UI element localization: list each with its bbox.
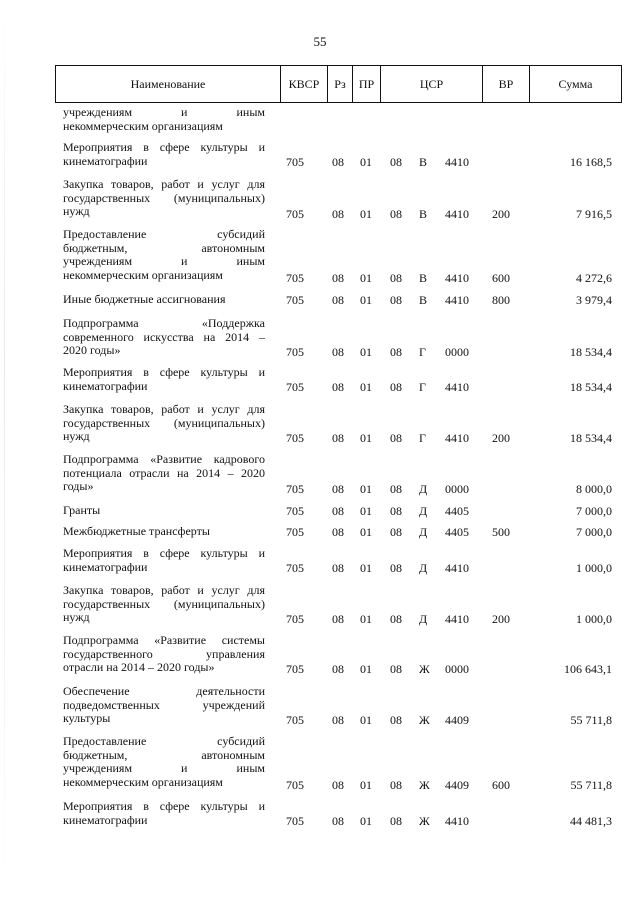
row-name-line: годы»: [63, 479, 94, 493]
cell-rz: 08: [332, 713, 344, 727]
cell-pr: 01: [360, 271, 372, 285]
cell-sum: 1 000,0: [576, 612, 612, 626]
cell-rz: 08: [332, 271, 344, 285]
row-name-line: культуры: [63, 711, 111, 725]
cell-csr3: 4410: [445, 561, 469, 575]
cell-kvsr: 705: [286, 525, 304, 539]
row-values: [0, 774, 640, 792]
cell-kvsr: 705: [286, 482, 304, 496]
cell-kvsr: 705: [286, 662, 304, 676]
row-name-line: Предоставление субсидий: [63, 734, 265, 748]
cell-sum: 1 000,0: [576, 561, 612, 575]
cell-rz: 08: [332, 431, 344, 445]
cell-csr2: Г: [419, 380, 426, 394]
cell-rz: 08: [332, 662, 344, 676]
cell-rz: 08: [332, 207, 344, 221]
cell-sum: 7 000,0: [576, 525, 612, 539]
cell-rz: 08: [332, 814, 344, 828]
cell-rz: 08: [332, 380, 344, 394]
row-name-line: нужд: [63, 204, 90, 218]
cell-pr: 01: [360, 155, 372, 169]
header-pr: ПР: [352, 66, 380, 102]
row-name-line: Предоставление субсидий: [63, 227, 265, 241]
cell-sum: 7 916,5: [576, 207, 612, 221]
row-name-line: нужд: [63, 429, 90, 443]
cell-csr1: 08: [390, 207, 402, 221]
cell-vr: 600: [492, 271, 510, 285]
cell-pr: 01: [360, 207, 372, 221]
header-sum: Сумма: [529, 66, 621, 102]
row-name-line: некоммерческим организациям: [63, 774, 223, 789]
cell-csr2: Ж: [419, 713, 430, 727]
row-name-line: потенциала отрасли на 2014 – 2020: [63, 465, 265, 480]
cell-sum: 4 272,6: [576, 271, 612, 285]
cell-kvsr: 705: [286, 380, 304, 394]
cell-csr3: 4405: [445, 525, 469, 539]
header-name: Наименование: [130, 77, 206, 91]
cell-sum: 18 534,4: [570, 345, 612, 359]
row-name-line: Закупка товаров, работ и услуг для: [63, 402, 265, 416]
cell-kvsr: 705: [286, 814, 304, 828]
cell-csr1: 08: [390, 293, 402, 307]
cell-pr: 01: [360, 482, 372, 496]
cell-csr3: 4410: [445, 612, 469, 626]
cell-rz: 08: [332, 293, 344, 307]
cell-rz: 08: [332, 561, 344, 575]
table-header: [55, 65, 622, 103]
cell-csr3: 4410: [445, 155, 469, 169]
cell-csr1: 08: [390, 612, 402, 626]
row-values: [0, 345, 640, 359]
row-name-line: некоммерческим организациям: [63, 118, 223, 133]
row-values: [0, 504, 640, 518]
cell-csr2: Д: [419, 504, 428, 518]
row-name-line: государственного управления: [63, 646, 265, 661]
cell-csr2: Д: [419, 561, 428, 575]
cell-csr3: 4410: [445, 431, 469, 445]
cell-sum: 44 481,3: [570, 814, 612, 828]
row-values: [0, 155, 640, 169]
row-name-line: отрасли на 2014 – 2020 годы»: [63, 660, 215, 674]
cell-csr2: В: [419, 271, 428, 285]
cell-kvsr: 705: [286, 155, 304, 169]
row-name-line: некоммерческим организациям: [63, 267, 223, 282]
cell-pr: 01: [360, 814, 372, 828]
cell-csr1: 08: [390, 778, 402, 792]
cell-kvsr: 705: [286, 345, 304, 359]
cell-pr: 01: [360, 431, 372, 445]
cell-rz: 08: [332, 525, 344, 539]
cell-csr1: 08: [390, 814, 402, 828]
row-name-line: государственных (муниципальных): [63, 596, 265, 611]
row-name-line: Закупка товаров, работ и услуг для: [63, 177, 265, 191]
cell-pr: 01: [360, 612, 372, 626]
cell-csr3: 4410: [445, 271, 469, 285]
row-name-line: Обеспечение деятельности: [63, 684, 265, 698]
cell-csr3: 4410: [445, 380, 469, 394]
row-values: [0, 525, 640, 539]
cell-csr1: 08: [390, 504, 402, 518]
cell-csr3: 4410: [445, 293, 469, 307]
cell-rz: 08: [332, 612, 344, 626]
cell-vr: 200: [492, 612, 510, 626]
cell-sum: 18 534,4: [570, 431, 612, 445]
row-name-line: Мероприятия в сфере культуры и: [63, 799, 265, 813]
cell-csr1: 08: [390, 271, 402, 285]
row-values: [0, 431, 640, 445]
row-name-line: Мероприятия в сфере культуры и: [63, 140, 265, 154]
header-rz: Рз: [327, 66, 352, 102]
cell-csr2: Д: [419, 525, 428, 539]
cell-csr3: 0000: [445, 662, 469, 676]
cell-csr2: Г: [419, 431, 426, 445]
header-vr: ВР: [482, 66, 529, 102]
row-name-line: подведомственных учреждений: [63, 697, 265, 712]
row-name-line: бюджетным, автономным: [63, 240, 265, 255]
row-name-line: Гранты: [63, 503, 101, 517]
cell-csr1: 08: [390, 525, 402, 539]
cell-rz: 08: [332, 778, 344, 792]
cell-csr2: В: [419, 293, 428, 307]
cell-kvsr: 705: [286, 612, 304, 626]
cell-csr3: 0000: [445, 482, 469, 496]
row-values: [0, 713, 640, 727]
cell-pr: 01: [360, 525, 372, 539]
cell-sum: 106 643,1: [564, 662, 612, 676]
row-values: [0, 267, 640, 285]
row-name-line: Закупка товаров, работ и услуг для: [63, 583, 265, 597]
cell-csr2: Ж: [419, 814, 430, 828]
header-kvsr: КВСР: [280, 66, 327, 102]
cell-csr3: 4410: [445, 207, 469, 221]
cell-csr3: 0000: [445, 345, 469, 359]
row-name: [63, 106, 265, 133]
cell-pr: 01: [360, 293, 372, 307]
header-csr: ЦСР: [380, 66, 482, 102]
row-values: [0, 479, 640, 496]
row-name-line: учреждениям и иным: [63, 254, 265, 268]
row-name-line: кинематографии: [63, 378, 148, 393]
cell-kvsr: 705: [286, 207, 304, 221]
cell-rz: 08: [332, 482, 344, 496]
row-name-line: Подпрограмма «Поддержка: [63, 316, 265, 330]
cell-pr: 01: [360, 778, 372, 792]
row-name-line: Межбюджетные трансферты: [63, 524, 210, 538]
row-name-line: государственных (муниципальных): [63, 190, 265, 205]
row-values: [0, 662, 640, 676]
cell-pr: 01: [360, 345, 372, 359]
row-values: [0, 561, 640, 575]
cell-sum: 8 000,0: [576, 482, 612, 496]
cell-pr: 01: [360, 561, 372, 575]
row-name-line: Мероприятия в сфере культуры и: [63, 365, 265, 379]
scan-margin-shadow: [4, 0, 5, 905]
row-name-line: кинематографии: [63, 812, 148, 827]
row-name-line: кинематографии: [63, 153, 148, 168]
cell-csr2: Д: [419, 612, 428, 626]
cell-vr: 600: [492, 778, 510, 792]
cell-pr: 01: [360, 662, 372, 676]
cell-csr1: 08: [390, 380, 402, 394]
cell-sum: 55 711,8: [570, 778, 612, 792]
cell-vr: 500: [492, 525, 510, 539]
cell-kvsr: 705: [286, 561, 304, 575]
cell-pr: 01: [360, 380, 372, 394]
row-name-line: бюджетным, автономным: [63, 747, 265, 762]
cell-kvsr: 705: [286, 504, 304, 518]
cell-csr3: 4405: [445, 504, 469, 518]
cell-csr2: В: [419, 207, 428, 221]
row-values: [0, 204, 640, 221]
cell-kvsr: 705: [286, 271, 304, 285]
cell-csr1: 08: [390, 155, 402, 169]
cell-sum: 7 000,0: [576, 504, 612, 518]
cell-vr: 200: [492, 431, 510, 445]
cell-csr1: 08: [390, 561, 402, 575]
cell-csr3: 4409: [445, 713, 469, 727]
cell-csr2: Д: [419, 482, 428, 496]
cell-sum: 18 534,4: [570, 380, 612, 394]
cell-sum: 55 711,8: [570, 713, 612, 727]
cell-kvsr: 705: [286, 293, 304, 307]
row-values: [0, 293, 640, 307]
cell-csr2: Ж: [419, 662, 430, 676]
cell-rz: 08: [332, 345, 344, 359]
row-values: [0, 814, 640, 828]
cell-csr1: 08: [390, 662, 402, 676]
cell-csr1: 08: [390, 431, 402, 445]
cell-csr3: 4409: [445, 778, 469, 792]
row-name-line: Иные бюджетные ассигнования: [63, 292, 226, 306]
cell-vr: 200: [492, 207, 510, 221]
cell-vr: 800: [492, 293, 510, 307]
cell-csr1: 08: [390, 713, 402, 727]
row-name-line: учреждениям и иным: [63, 761, 265, 775]
cell-csr1: 08: [390, 482, 402, 496]
cell-csr2: В: [419, 155, 428, 169]
cell-csr2: Ж: [419, 778, 430, 792]
row-name-line: современного искусства на 2014 –: [63, 329, 265, 344]
cell-pr: 01: [360, 504, 372, 518]
cell-rz: 08: [332, 504, 344, 518]
row-name-line: Подпрограмма «Развитие системы: [63, 633, 265, 647]
cell-csr1: 08: [390, 345, 402, 359]
row-values: [0, 612, 640, 626]
row-values: [0, 380, 640, 394]
cell-csr2: Г: [419, 345, 426, 359]
cell-sum: 16 168,5: [570, 155, 612, 169]
row-name-line: нужд: [63, 610, 90, 624]
cell-sum: 3 979,4: [576, 293, 612, 307]
cell-csr3: 4410: [445, 814, 469, 828]
row-name-line: Подпрограмма «Развитие кадрового: [63, 452, 265, 466]
row-name-line: 2020 годы»: [63, 343, 121, 357]
row-name-line: учреждениям и иным: [63, 105, 265, 119]
row-name-line: Мероприятия в сфере культуры и: [63, 546, 265, 560]
cell-kvsr: 705: [286, 778, 304, 792]
cell-kvsr: 705: [286, 713, 304, 727]
cell-kvsr: 705: [286, 431, 304, 445]
cell-pr: 01: [360, 713, 372, 727]
row-name-line: государственных (муниципальных): [63, 415, 265, 430]
row-name-line: кинематографии: [63, 559, 148, 574]
page-number: 55: [313, 34, 327, 49]
cell-rz: 08: [332, 155, 344, 169]
